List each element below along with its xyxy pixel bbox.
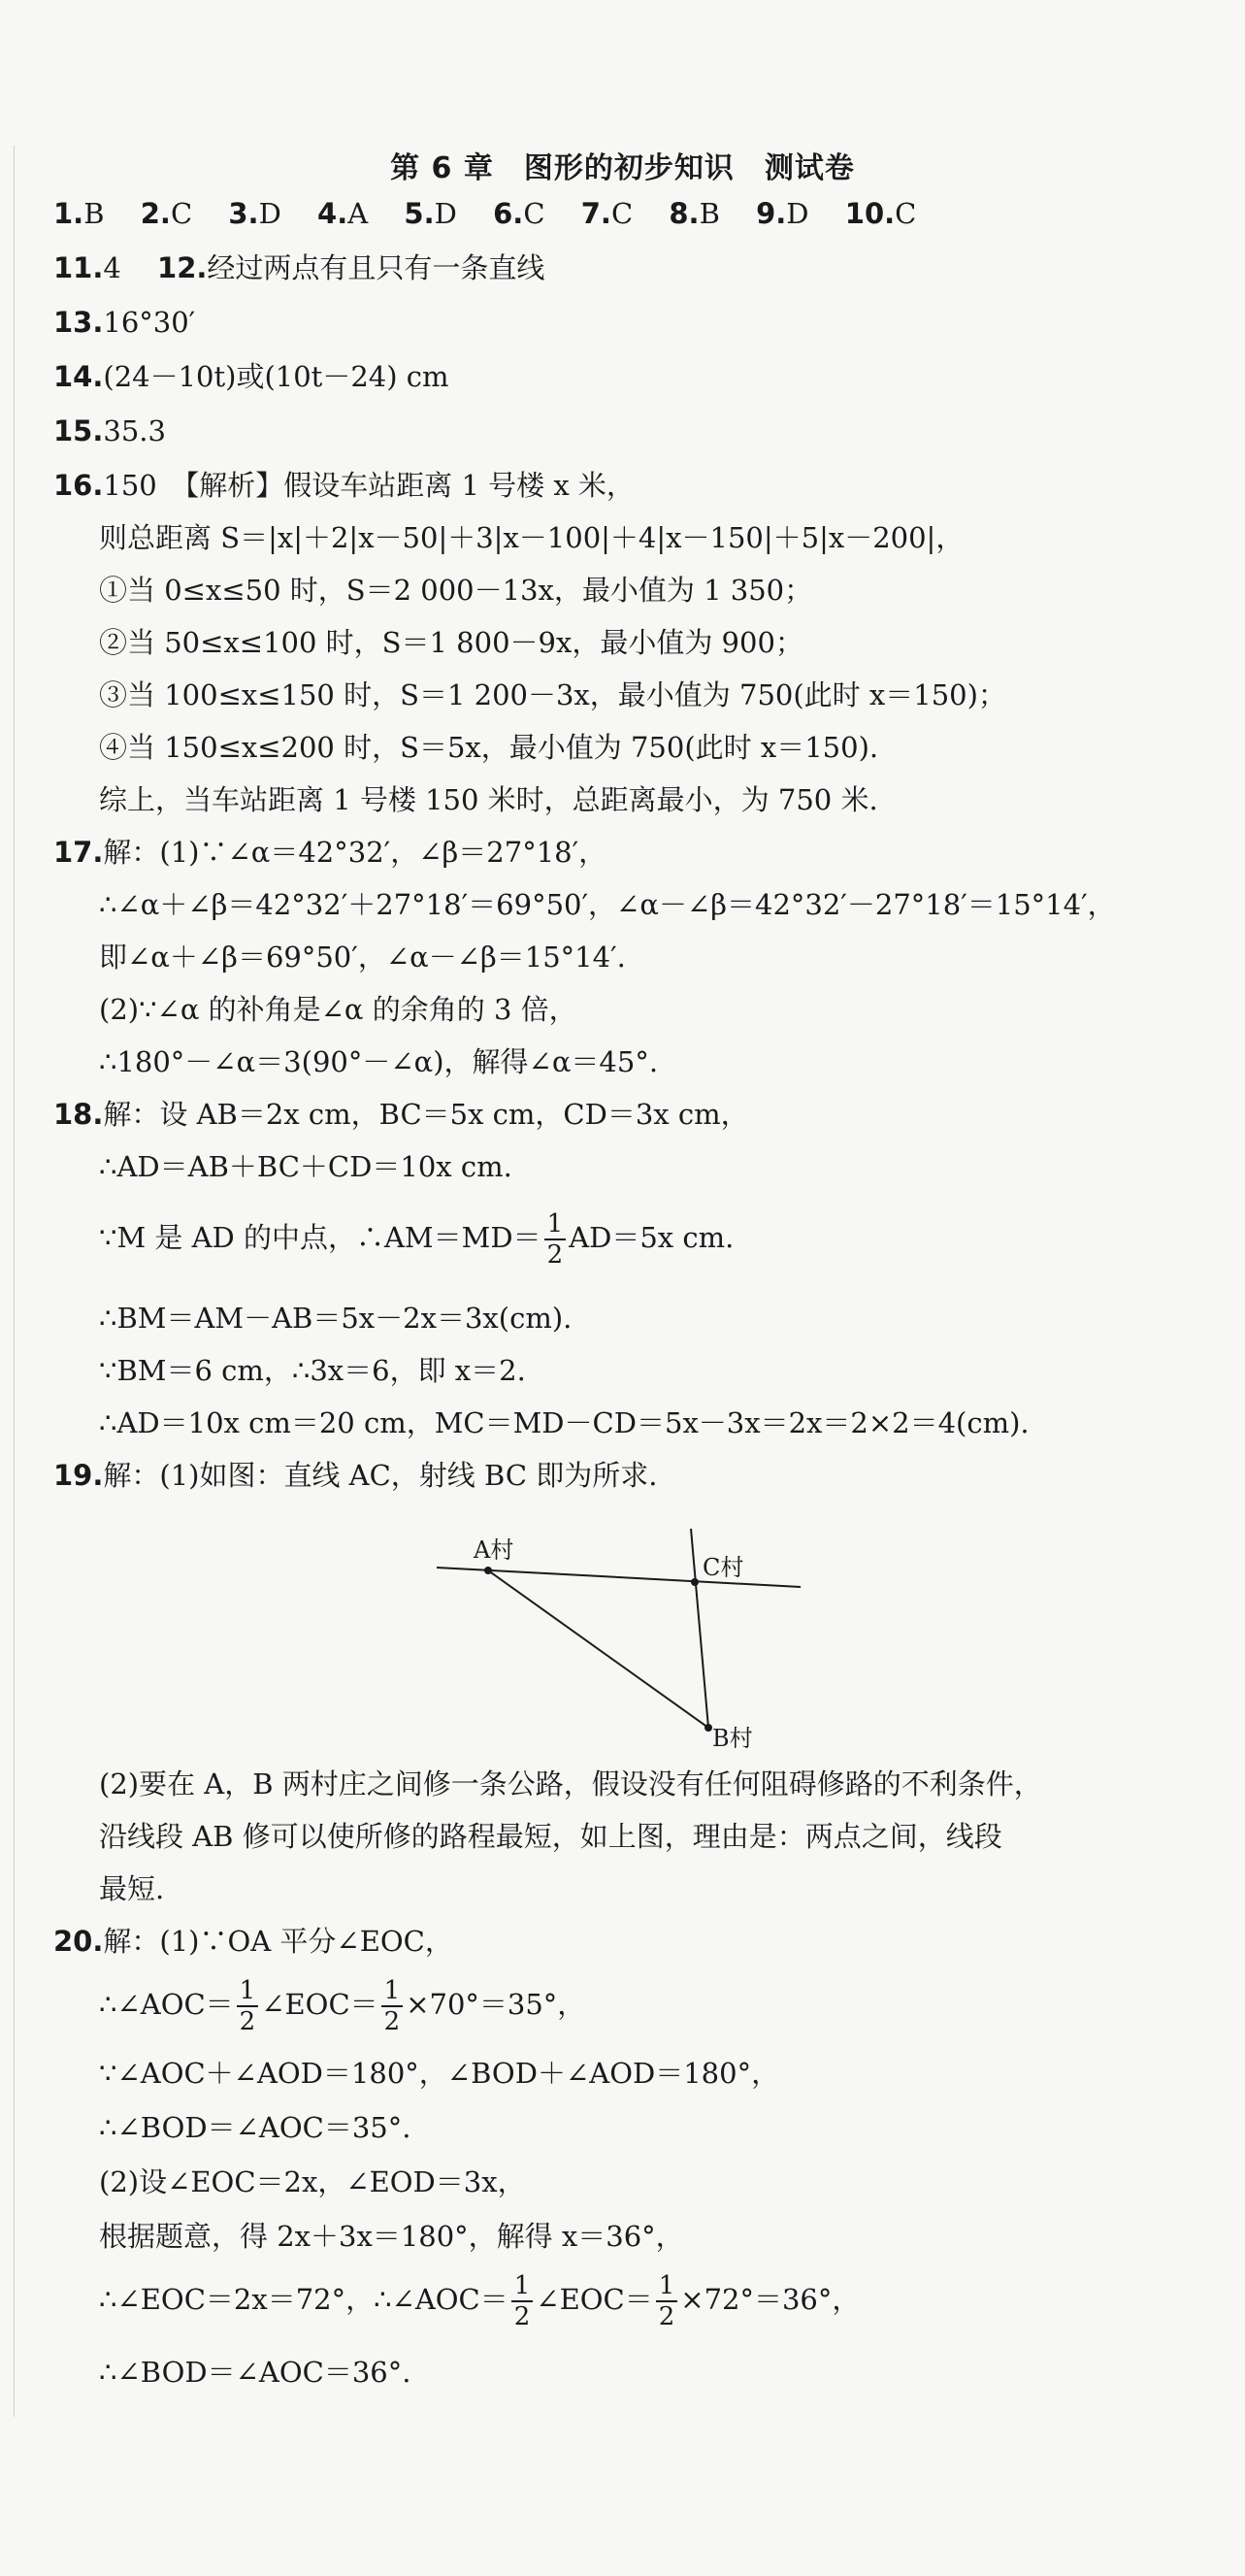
answer-13: 13.16°30′ <box>53 306 196 339</box>
fraction-half: $\frac{1}{2}$ <box>237 1976 259 2036</box>
answer-20-fraction-line: ∴∠AOC＝ $\frac{1}{2}$ ∠EOC＝ $\frac{1}{2}$ ×70°＝35°， <box>99 1976 586 2036</box>
fraction-half: $\frac{1}{2}$ <box>656 2271 678 2331</box>
mc-item: 1.B <box>53 197 105 230</box>
answer-20-line: 根据题意，得 2x＋3x＝180°，解得 x＝36°， <box>99 2220 684 2253</box>
fraction-half: $\frac{1}{2}$ <box>544 1209 567 1270</box>
answer-15: 15.35.3 <box>53 414 166 447</box>
point-b <box>704 1724 712 1732</box>
answer-18-line: ∵BM＝6 cm，∴3x＝6，即 x＝2. <box>99 1354 526 1387</box>
answer-17-line: (2)∵∠α 的补角是∠α 的余角的 3 倍， <box>99 993 577 1026</box>
answer-19-line: (2)要在 A，B 两村庄之间修一条公路，假设没有任何阻碍修路的不利条件， <box>99 1767 1042 1800</box>
label-a-village: A村 <box>474 1536 514 1564</box>
answer-17-head: 17.解：(1)∵∠α＝42°32′，∠β＝27°18′， <box>53 836 607 869</box>
answer-19-line: 最短. <box>99 1872 165 1905</box>
answer-18-line: ∴AD＝10x cm＝20 cm，MC＝MD－CD＝5x－3x＝2x＝2×2＝4(cm). <box>99 1406 1030 1439</box>
answer-20-line: ∴∠BOD＝∠AOC＝35°. <box>99 2111 411 2144</box>
answer-16-line: ①当 0≤x≤50 时，S＝2 000－13x，最小值为 1 350； <box>99 574 813 607</box>
answer-19-line: 沿线段 AB 修可以使所修的路程最短，如上图，理由是：两点之间，线段 <box>99 1820 1002 1853</box>
fraction-half: $\frac{1}{2}$ <box>381 1976 404 2036</box>
mc-item: 7.C <box>580 197 634 230</box>
answer-20-line: ∵∠AOC＋∠AOD＝180°，∠BOD＋∠AOD＝180°， <box>99 2057 780 2090</box>
mc-item: 5.D <box>404 197 457 230</box>
answer-16-line: ③当 100≤x≤150 时，S＝1 200－3x，最小值为 750(此时 x＝150)； <box>99 678 1006 711</box>
mc-item: 4.A <box>317 197 369 230</box>
answer-16-line: 则总距离 S＝|x|＋2|x－50|＋3|x－100|＋4|x－150|＋5|x－200|， <box>99 521 965 554</box>
mc-item: 3.D <box>228 197 281 230</box>
mc-item: 9.D <box>756 197 809 230</box>
answer-18-midpoint-line: ∵M 是 AD 的中点，∴AM＝MD＝ $\frac{1}{2}$ AD＝5x cm. <box>99 1209 735 1270</box>
point-a <box>484 1567 492 1574</box>
point-c <box>691 1578 699 1586</box>
page-edge-line <box>14 146 15 2417</box>
segment-ab <box>488 1570 708 1728</box>
answer-16-line: ④当 150≤x≤200 时，S＝5x，最小值为 750(此时 x＝150). <box>99 731 879 764</box>
answer-19-head: 19.解：(1)如图：直线 AC，射线 BC 即为所求. <box>53 1459 658 1492</box>
mc-answers <box>53 194 916 233</box>
label-c-village: C村 <box>703 1554 744 1581</box>
fraction-half: $\frac{1}{2}$ <box>511 2271 534 2331</box>
answer-11-12: 11.4 12.经过两点有且只有一条直线 <box>53 251 545 284</box>
answer-18-line: ∴AD＝AB＋BC＋CD＝10x cm. <box>99 1150 512 1183</box>
answer-14: 14.(24－10t)或(10t－24) cm <box>53 360 449 393</box>
answer-20-line: (2)设∠EOC＝2x，∠EOD＝3x， <box>99 2165 526 2198</box>
answer-20-line: ∴∠BOD＝∠AOC＝36°. <box>99 2356 411 2389</box>
answer-17-line: 即∠α＋∠β＝69°50′，∠α－∠β＝15°14′. <box>99 941 626 974</box>
answer-17-line: ∴∠α＋∠β＝42°32′＋27°18′＝69°50′，∠α－∠β＝42°32′－27°18′＝15°14′， <box>99 888 1116 921</box>
answer-16-head: 16.150 【解析】假设车站距离 1 号楼 x 米， <box>53 469 635 502</box>
answer-18-head: 18.解：设 AB＝2x cm，BC＝5x cm，CD＝3x cm， <box>53 1098 749 1131</box>
answer-16-line: 综上，当车站距离 1 号楼 150 米时，总距离最小，为 750 米. <box>99 783 878 816</box>
page-title: 第 6 章 图形的初步知识 测试卷 <box>390 151 855 185</box>
mc-item: 2.C <box>140 197 193 230</box>
answer-18-line: ∴BM＝AM－AB＝5x－2x＝3x(cm). <box>99 1302 573 1335</box>
label-b-village: B村 <box>712 1725 753 1752</box>
answer-20-head: 20.解：(1)∵OA 平分∠EOC， <box>53 1925 453 1958</box>
mc-item: 8.B <box>669 197 720 230</box>
answer-16-line: ②当 50≤x≤100 时，S＝1 800－9x，最小值为 900； <box>99 626 803 659</box>
mc-item: 10.C <box>844 197 917 230</box>
village-figure <box>427 1509 815 1752</box>
mc-item: 6.C <box>493 197 545 230</box>
answer-17-line: ∴180°－∠α＝3(90°－∠α)，解得∠α＝45°. <box>99 1045 659 1078</box>
answer-20-fraction-line: ∴∠EOC＝2x＝72°，∴∠AOC＝ $\frac{1}{2}$ ∠EOC＝ $\frac{1}{2}$ ×72°＝36°， <box>99 2271 861 2331</box>
